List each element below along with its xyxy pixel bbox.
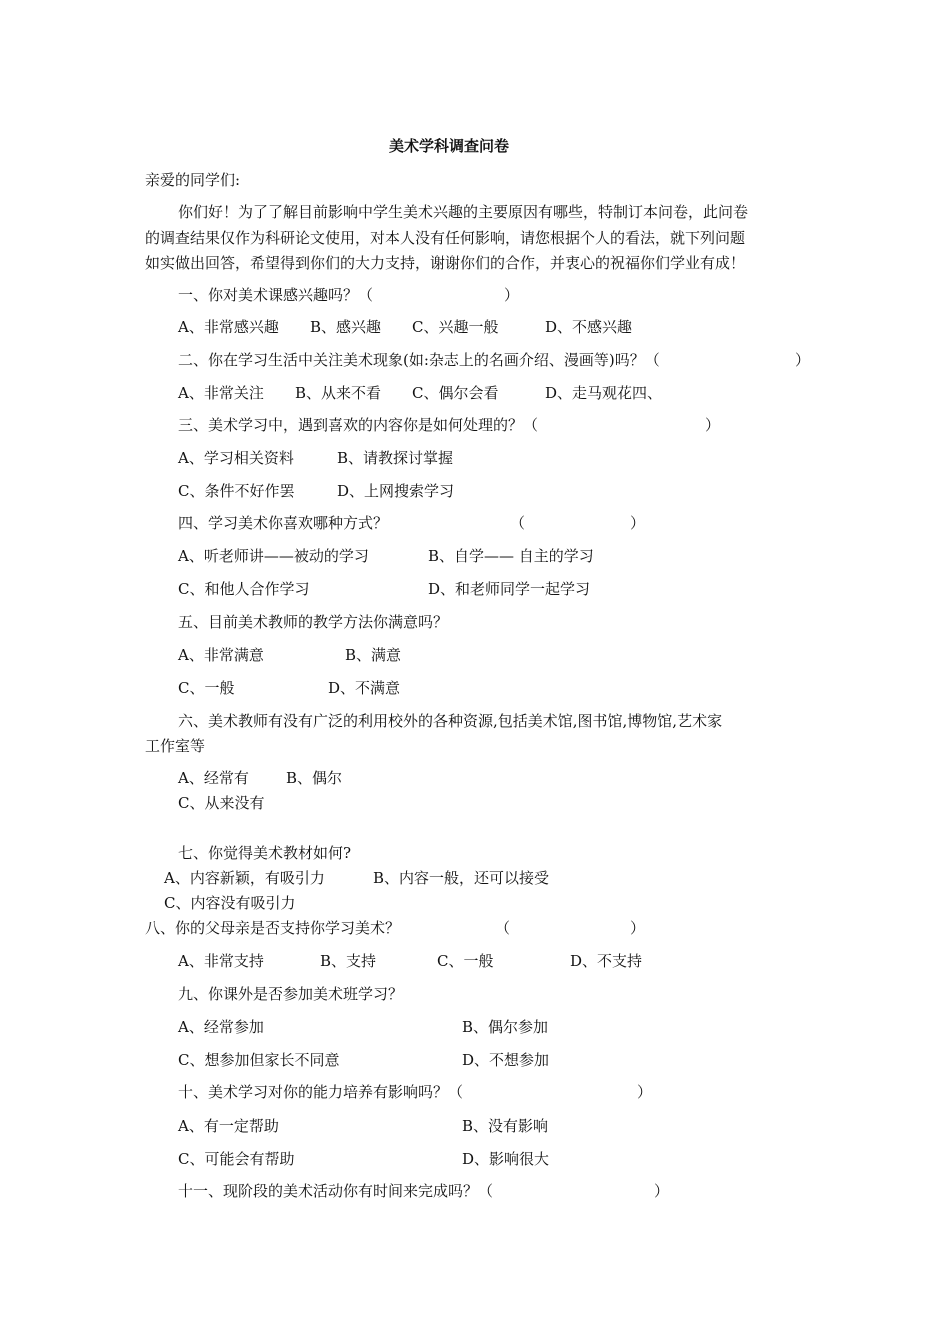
answer-blank-close: ） [654, 1182, 670, 1200]
question-1: 一、你对美术课感兴趣吗？（ [178, 286, 374, 304]
intro-line: 的调查结果仅作为科研论文使用，对本人没有任何影响，请您根据个人的看法，就下列问题 [145, 229, 746, 247]
option: C、和他人合作学习 [178, 580, 310, 598]
option: A、非常感兴趣 [178, 318, 279, 336]
question-7: 七、你觉得美术教材如何? [178, 844, 352, 862]
option: D、走马观花四、 [545, 384, 663, 402]
answer-blank-open: （ [510, 514, 526, 532]
option: B、从来不看 [295, 384, 382, 402]
question-10: 十、美术学习对你的能力培养有影响吗？（ [178, 1083, 464, 1101]
option: A、内容新颖，有吸引力 [164, 869, 325, 887]
option: D、和老师同学一起学习 [428, 580, 591, 598]
option: B、感兴趣 [310, 318, 382, 336]
option: B、自学—— 自主的学习 [428, 547, 594, 565]
question-4: 四、学习美术你喜欢哪种方式？ [178, 514, 389, 532]
option: B、支持 [320, 952, 377, 970]
option: B、请教探讨掌握 [337, 449, 454, 467]
option: A、非常支持 [178, 952, 264, 970]
option: C、内容没有吸引力 [164, 894, 296, 912]
question-8: 八、你的父母亲是否支持你学习美术？ [145, 919, 401, 937]
option: D、不满意 [328, 679, 401, 697]
answer-blank-close: ） [630, 919, 646, 937]
option: A、经常有 [178, 769, 249, 787]
option: A、经常参加 [178, 1018, 264, 1036]
option: B、内容一般，还可以接受 [373, 869, 550, 887]
option: C、偶尔会看 [412, 384, 499, 402]
option: C、想参加但家长不同意 [178, 1051, 340, 1069]
option: C、条件不好作罢 [178, 482, 295, 500]
option: A、有一定帮助 [178, 1117, 279, 1135]
option: C、可能会有帮助 [178, 1150, 295, 1168]
option: B、没有影响 [462, 1117, 549, 1135]
intro-line: 你们好！为了了解目前影响中学生美术兴趣的主要原因有哪些，特制订本问卷，此问卷 [178, 203, 749, 221]
answer-blank-open: （ [495, 919, 511, 937]
question-6-continued: 工作室等 [145, 737, 206, 755]
answer-blank-close: ） [630, 514, 646, 532]
option: D、不想参加 [462, 1051, 550, 1069]
option: D、不感兴趣 [545, 318, 633, 336]
question-5: 五、目前美术教师的教学方法你满意吗？ [178, 613, 449, 631]
question-3: 三、美术学习中，遇到喜欢的内容你是如何处理的？（ [178, 416, 539, 434]
option: A、非常关注 [178, 384, 264, 402]
question-9: 九、你课外是否参加美术班学习？ [178, 985, 404, 1003]
question-11: 十一、现阶段的美术活动你有时间来完成吗？（ [178, 1182, 494, 1200]
option: C、从来没有 [178, 794, 265, 812]
option: C、一般 [437, 952, 494, 970]
document-title: 美术学科调查问卷 [389, 137, 510, 155]
answer-blank-close: ） [637, 1083, 653, 1101]
option: C、一般 [178, 679, 235, 697]
answer-blank-close: ） [795, 351, 811, 369]
intro-line: 如实做出回答，希望得到你们的大力支持，谢谢你们的合作，并衷心的祝福你们学业有成！ [145, 254, 746, 272]
option: A、学习相关资料 [178, 449, 294, 467]
option: A、非常满意 [178, 646, 264, 664]
option: C、兴趣一般 [412, 318, 499, 336]
question-2: 二、你在学习生活中关注美术现象(如:杂志上的名画介绍、漫画等)吗？（ [178, 351, 660, 369]
option: B、满意 [345, 646, 402, 664]
answer-blank-close: ） [705, 416, 721, 434]
greeting: 亲爱的同学们: [145, 171, 241, 189]
option: D、影响很大 [462, 1150, 550, 1168]
option: D、不支持 [570, 952, 643, 970]
question-6: 六、美术教师有没有广泛的利用校外的各种资源,包括美术馆,图书馆,博物馆,艺术家 [178, 712, 723, 730]
option: B、偶尔参加 [462, 1018, 549, 1036]
option: B、偶尔 [286, 769, 343, 787]
answer-blank-close: ） [504, 286, 520, 304]
option: A、听老师讲——被动的学习 [178, 547, 369, 565]
option: D、上网搜索学习 [337, 482, 455, 500]
